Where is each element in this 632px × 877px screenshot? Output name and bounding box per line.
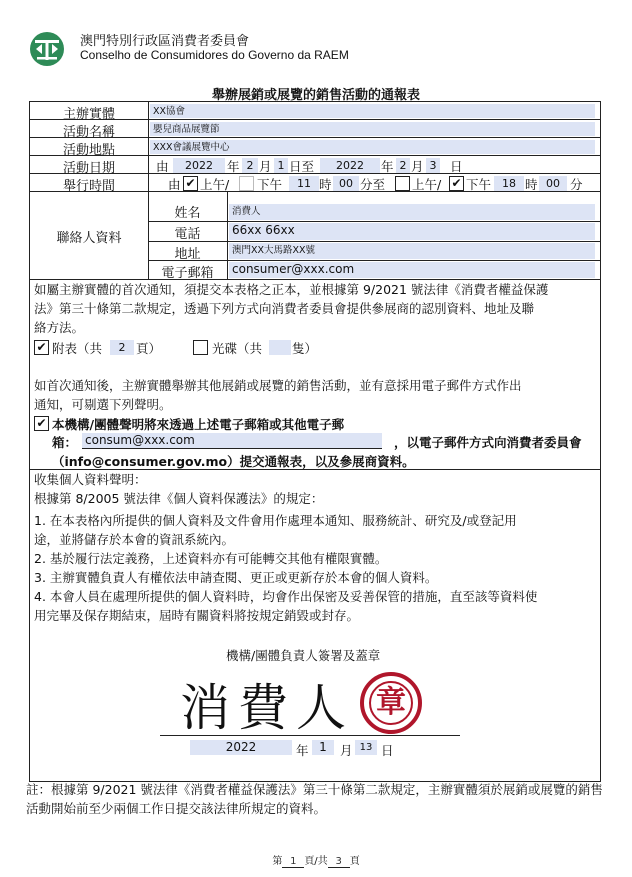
footnote: 註：根據第 9/2021 號法律《消費者權益保護法》第三十條第二款規定，主辦實體須於展銷或展覽的銷售活動開始前至少兩個工作日提交該法律所規定的資料。 — [26, 782, 603, 816]
contact-address-label: 地址 — [174, 247, 201, 262]
privacy-item: 途，並將儲存於本會的資訊系統內。 — [34, 532, 235, 547]
end-hour-field[interactable]: 18 — [494, 176, 524, 191]
declaration-line: （info@consumer.gov.mo）提交通報表，以及參展商資料。 — [52, 454, 415, 469]
month-text: 月 — [259, 159, 272, 174]
entity-label: 主辦實體 — [62, 107, 115, 122]
privacy-item: 1. 在本表格內所提供的個人資料及文件會用作處理本通知、服務統計、研究及/或登記用 — [34, 513, 517, 528]
sign-day-label: 日 — [381, 743, 394, 758]
section1-line: 絡方法。 — [34, 320, 85, 335]
am-text: 上午/ — [412, 177, 442, 192]
entity-field[interactable]: XX協會 — [150, 104, 595, 118]
sign-month-field[interactable]: 1 — [312, 740, 334, 755]
page-pre: 第 — [272, 856, 283, 867]
time-label: 舉行時間 — [62, 179, 115, 194]
pm-text: 下午 — [257, 177, 283, 192]
attachment-label: 附表（共 — [52, 341, 103, 356]
date-label: 活動日期 — [62, 161, 115, 176]
seal-stamp-text: 章 — [369, 681, 413, 725]
start-year-field[interactable]: 2022 — [173, 158, 225, 173]
declaration-email-label: 箱： — [52, 435, 78, 450]
page-total: 3 — [328, 856, 350, 868]
declaration-line: ，以電子郵件方式向消費者委員會 — [394, 435, 582, 450]
contact-name-field[interactable]: 消費人 — [229, 204, 595, 220]
start-pm-checkbox[interactable] — [239, 176, 254, 191]
section2-line: 通知，可剔選下列聲明。 — [34, 397, 172, 412]
sign-year-field[interactable]: 2022 — [190, 740, 292, 755]
privacy-item: 4. 本會人員在處理所提供的個人資料時，均會作出保密及妥善保管的措施，直至該等資料使 — [34, 589, 538, 604]
end-year-field[interactable]: 2022 — [320, 158, 380, 173]
disc-label: 光碟（共 — [212, 341, 263, 356]
pm-text: 下午 — [466, 177, 492, 192]
contact-name-label: 姓名 — [174, 206, 201, 221]
section1-line: 如屬主辦實體的首次通知，須提交本表格之正本，並根據第 9/2021 號法律《消費者權益保護 — [34, 282, 549, 297]
seal-stamp — [360, 672, 422, 734]
signature-line — [160, 735, 460, 736]
end-pm-checkbox[interactable]: ✔ — [449, 176, 464, 191]
month-text: 月 — [411, 159, 424, 174]
contact-phone-field[interactable]: 66xx 66xx — [229, 223, 595, 240]
year-text: 年 — [381, 159, 394, 174]
contact-label: 聯絡人資料 — [56, 231, 122, 246]
org-name-pt: Conselho de Consumidores do Governo da RAEM — [80, 48, 349, 62]
min-text: 分 — [570, 177, 583, 192]
start-hour-field[interactable]: 11 — [289, 176, 319, 191]
privacy-intro: 根據第 8/2005 號法律《個人資料保護法》的規定： — [34, 491, 324, 506]
contact-email-field[interactable]: consumer@xxx.com — [229, 262, 595, 278]
start-am-checkbox[interactable]: ✔ — [183, 176, 198, 191]
privacy-item: 3. 主辦實體負責人有權依法申請查閱、更正或更新存於本會的個人資料。 — [34, 570, 438, 585]
form-title: 舉辦展銷或展覽的銷售活動的通報表 — [211, 88, 420, 103]
privacy-heading: 收集個人資料聲明： — [34, 472, 147, 487]
end-day-field[interactable]: 3 — [426, 158, 440, 173]
contact-phone-label: 電話 — [174, 227, 201, 242]
date-to-text: 日至 — [289, 159, 315, 174]
contact-email-label: 電子郵箱 — [161, 266, 214, 281]
notification-form — [29, 101, 601, 782]
sign-year-label: 年 — [296, 743, 309, 758]
start-min-field[interactable]: 00 — [333, 176, 359, 191]
section2-line: 如首次通知後，主辦實體舉辦其他展銷或展覽的銷售活動，並有意採用電子郵件方式作出 — [34, 378, 522, 393]
sign-day-field[interactable]: 13 — [355, 740, 377, 755]
activity-name-label: 活動名稱 — [62, 125, 115, 140]
end-month-field[interactable]: 2 — [396, 158, 410, 173]
email-declaration-checkbox[interactable]: ✔ — [34, 416, 49, 431]
year-text: 年 — [227, 159, 240, 174]
signature-caption: 機構/團體負責人簽署及蓋章 — [226, 648, 381, 663]
end-am-checkbox[interactable] — [395, 176, 410, 191]
hour-text: 時 — [319, 177, 332, 192]
min-to-text: 分至 — [360, 177, 386, 192]
time-from-text: 由 — [168, 177, 181, 192]
disc-count-field[interactable] — [269, 340, 291, 355]
day-text: 日 — [450, 159, 463, 174]
end-min-field[interactable]: 00 — [539, 176, 567, 191]
section1-line: 法》第三十條第二款規定，透過下列方式向消費者委員會提供參展商的認別資料、地址及聯 — [34, 301, 535, 316]
attachment-count-field[interactable]: 2 — [110, 340, 134, 355]
am-text: 上午/ — [200, 177, 230, 192]
start-day-field[interactable]: 1 — [274, 158, 288, 173]
page-number: 1 — [282, 856, 304, 868]
location-label: 活動地點 — [62, 143, 115, 158]
start-month-field[interactable]: 2 — [242, 158, 258, 173]
date-from-text: 由 — [156, 159, 169, 174]
declaration-email-field[interactable]: consum@xxx.com — [82, 433, 382, 449]
pagination — [0, 852, 632, 868]
attachment-unit: 頁） — [136, 341, 162, 356]
activity-name-field[interactable]: 嬰兒商品展覽節 — [150, 122, 595, 136]
privacy-item: 2. 基於履行法定義務，上述資料亦有可能轉交其他有權限實體。 — [34, 551, 388, 566]
privacy-item: 用完畢及保存期結束，屆時有關資料將按規定銷毀或封存。 — [34, 608, 360, 623]
org-name-zh: 澳門特別行政區消費者委員會 — [80, 34, 250, 49]
disc-checkbox[interactable] — [193, 340, 208, 355]
sign-month-label: 月 — [340, 743, 353, 758]
page-mid: 頁/共 — [304, 856, 328, 867]
handwritten-signature: 消費人 — [180, 679, 354, 737]
attachment-checkbox[interactable]: ✔ — [34, 340, 49, 355]
contact-address-field[interactable]: 澳門XX大馬路XX號 — [229, 243, 595, 259]
location-field[interactable]: XXX會議展覽中心 — [150, 140, 595, 154]
page-post: 頁 — [349, 856, 360, 867]
disc-unit: 隻） — [292, 341, 318, 356]
consumer-council-logo — [28, 30, 66, 68]
declaration-line: 本機構/團體聲明將來透過上述電子郵箱或其他電子郵 — [52, 417, 345, 432]
hour-text: 時 — [525, 177, 538, 192]
